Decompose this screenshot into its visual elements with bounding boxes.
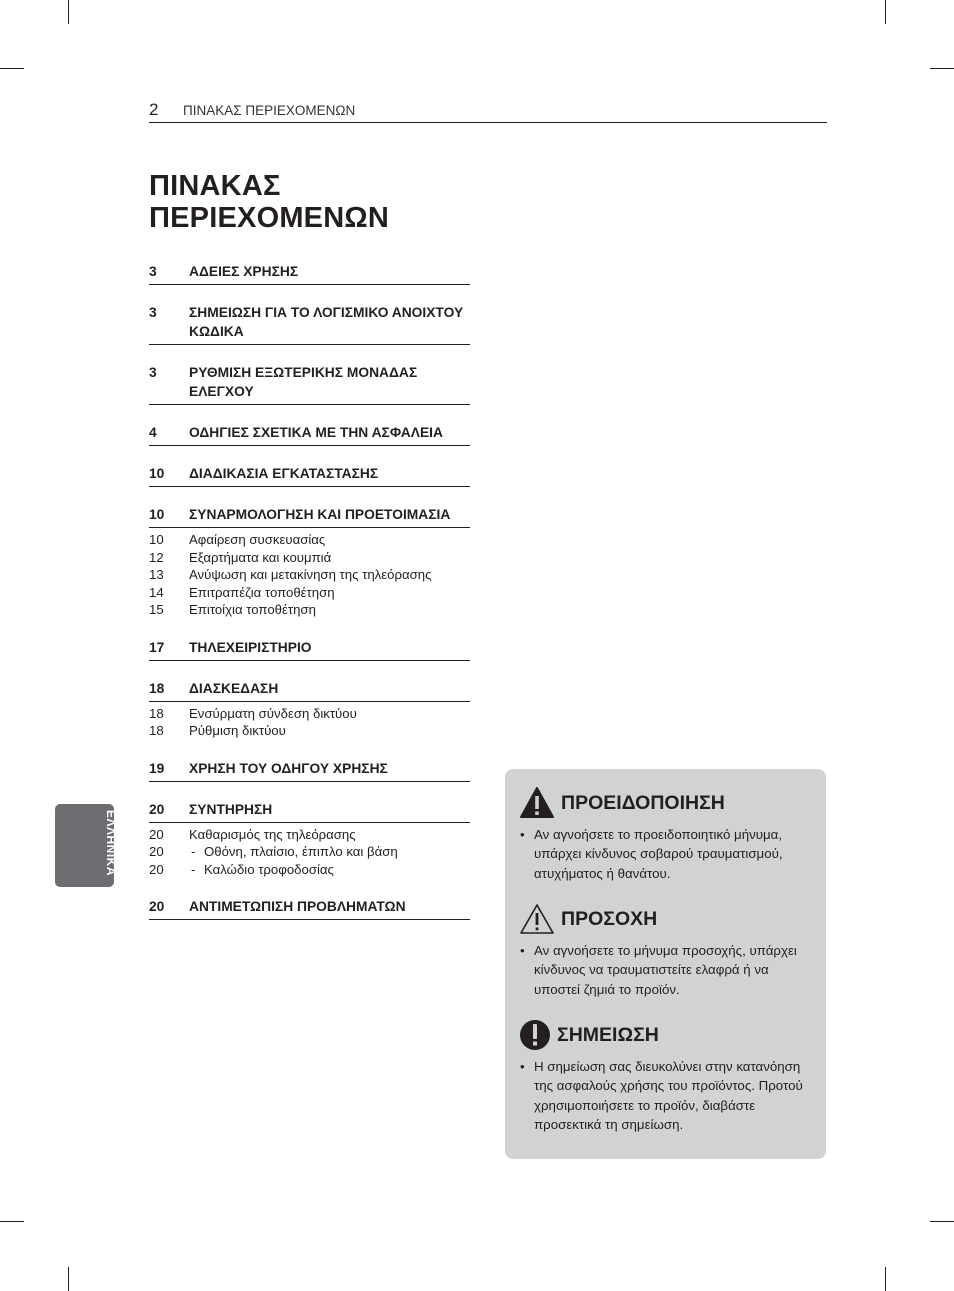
- toc-section-title: ΣΗΜΕΙΩΣΗ ΓΙΑ ΤΟ ΛΟΓΙΣΜΙΚΟ ΑΝΟΙΧΤΟΥ ΚΩΔΙΚΑ: [189, 305, 464, 339]
- toc-subsection-title: Εξαρτήματα και κουμπιά: [189, 549, 332, 565]
- toc-subsection: [149, 705, 470, 723]
- toc-section: [149, 262, 470, 285]
- toc-section-page: 3: [149, 264, 157, 279]
- toc-section-page: 3: [149, 365, 157, 380]
- toc-subsection: [149, 566, 470, 584]
- running-header: [149, 100, 827, 123]
- crop-mark: [0, 68, 24, 69]
- toc-section-page: 3: [149, 305, 157, 320]
- toc-subsection-title: Καλώδιο τροφοδοσίας: [204, 861, 334, 877]
- toc-subsection-page: 13: [149, 567, 164, 582]
- toc-section-page: 20: [149, 899, 165, 914]
- page-title: [149, 170, 389, 234]
- toc-section: [149, 638, 470, 661]
- toc-subsection-page: 20: [149, 844, 164, 859]
- toc-subsection-title: Οθόνη, πλαίσιο, έπιπλο και βάση: [204, 844, 398, 859]
- toc-subsection-title: Αφαίρεση συσκευασίας: [189, 532, 326, 547]
- toc-section: [149, 759, 470, 782]
- toc-section: [149, 800, 470, 823]
- bullet: •: [520, 1059, 525, 1074]
- toc-subsection-title: Ρύθμιση δικτύου: [189, 723, 286, 738]
- toc-subsection-list: [149, 826, 470, 879]
- toc-subsection-title: Επιτραπέζια τοποθέτηση: [189, 584, 335, 600]
- toc-section: [149, 679, 470, 702]
- notice-box: [505, 769, 826, 1159]
- crop-mark: [885, 1267, 886, 1291]
- toc-section-page: 10: [149, 507, 165, 522]
- toc-subsection: [149, 826, 470, 844]
- toc-section-page: 17: [149, 639, 165, 655]
- toc-subsection-title: Ανύψωση και μετακίνηση της τηλεόρασης: [189, 567, 432, 582]
- toc-subsection-page: 18: [149, 723, 164, 738]
- language-tab: [55, 804, 118, 887]
- warning-title: ΠΡΟΕΙΔΟΠΟΙΗΣΗ: [561, 791, 725, 814]
- toc-section: [149, 363, 470, 405]
- toc-subsection: [149, 549, 470, 567]
- caution-outline-icon: [519, 902, 555, 936]
- toc-section: [149, 423, 470, 446]
- toc-subsection: [149, 584, 470, 602]
- toc-section: [149, 303, 470, 345]
- toc-subsection: [149, 861, 470, 879]
- toc-section: [149, 897, 470, 920]
- toc-subsection-list: [149, 531, 470, 619]
- toc-subsection-list: [149, 705, 470, 740]
- crop-mark: [930, 1221, 954, 1222]
- toc-subsection: [149, 722, 470, 740]
- warning-filled-icon: [519, 786, 555, 820]
- toc-section-page: 20: [149, 801, 165, 817]
- toc-section-title: ΑΝΤΙΜΕΤΩΠΙΣΗ ΠΡΟΒΛΗΜΑΤΩΝ: [189, 899, 406, 914]
- page-title-line: ΠΙΝΑΚΑΣ: [149, 170, 281, 202]
- crop-mark: [930, 68, 954, 69]
- caution-text: Αν αγνοήσετε το μήνυμα προσοχής, υπάρχει κίνδυνος να τραυματιστείτε ελαφρά ή να υποστεί ζημιά το προϊόν.: [534, 943, 797, 997]
- note-section: [519, 1017, 819, 1134]
- caution-section: [519, 901, 819, 999]
- toc-subsection-page: 10: [149, 532, 164, 547]
- toc-section-page: 18: [149, 680, 165, 696]
- toc-subsection-page: 20: [149, 861, 164, 877]
- warning-section: [519, 785, 819, 883]
- toc-subsection: [149, 843, 470, 861]
- toc-subsection-page: 18: [149, 705, 164, 721]
- caution-title: ΠΡΟΣΟΧΗ: [561, 907, 658, 930]
- toc-section-title: ΑΔΕΙΕΣ ΧΡΗΣΗΣ: [189, 264, 299, 279]
- bullet: •: [520, 827, 525, 842]
- toc-section-title: ΣΥΝΑΡΜΟΛΟΓΗΣΗ ΚΑΙ ΠΡΟΕΤΟΙΜΑΣΙΑ: [189, 507, 451, 522]
- toc-section-title: ΤΗΛΕΧΕΙΡΙΣΤΗΡΙΟ: [189, 639, 312, 655]
- header-title: ΠΙΝΑΚΑΣ ΠΕΡΙΕΧΟΜΕΝΩΝ: [183, 103, 356, 118]
- toc-section-title: ΔΙΑΣΚΕΔΑΣΗ: [189, 680, 279, 696]
- toc-section-page: 4: [149, 425, 157, 440]
- warning-text: Αν αγνοήσετε το προειδοποιητικό μήνυμα, υπάρχει κίνδυνος σοβαρού τραυματισμού, ατυχήματος ή θανάτου.: [534, 827, 783, 881]
- toc-subsection: [149, 601, 470, 619]
- toc-subsection-dash: -: [191, 861, 196, 877]
- toc-section-page: 19: [149, 760, 165, 776]
- toc-subsection-title: Επιτοίχια τοποθέτηση: [189, 602, 316, 617]
- crop-mark: [0, 1221, 24, 1222]
- toc-section: [149, 505, 470, 528]
- toc-subsection-title: Ενσύρματη σύνδεση δικτύου: [189, 705, 357, 721]
- crop-mark: [68, 1267, 69, 1291]
- crop-mark: [68, 0, 69, 24]
- table-of-contents: [149, 262, 470, 938]
- note-exclamation-icon: [519, 1018, 551, 1052]
- toc-subsection-page: 20: [149, 826, 164, 842]
- toc-section-title: ΡΥΘΜΙΣΗ ΕΞΩΤΕΡΙΚΗΣ ΜΟΝΑΔΑΣ ΕΛΕΓΧΟΥ: [189, 365, 418, 399]
- toc-section-title: ΟΔΗΓΙΕΣ ΣΧΕΤΙΚΑ ΜΕ ΤΗΝ ΑΣΦΑΛΕΙΑ: [189, 425, 443, 440]
- toc-section-title: ΔΙΑΔΙΚΑΣΙΑ ΕΓΚΑΤΑΣΤΑΣΗΣ: [189, 466, 379, 481]
- toc-subsection-page: 15: [149, 602, 164, 617]
- language-tab-label: ΕΛΛΗΝΙΚΑ: [104, 810, 118, 877]
- toc-section-title: ΧΡΗΣΗ ΤΟΥ ΟΔΗΓΟΥ ΧΡΗΣΗΣ: [189, 760, 388, 776]
- toc-section-title: ΣΥΝΤΗΡΗΣΗ: [189, 801, 273, 817]
- note-text: Η σημείωση σας διευκολύνει στην κατανόηση της ασφαλούς χρήσης του προϊόντος. Προτού χρησιμοποιήσετε το προϊόν, διαβάστε προσεκτικά τη σημείωση.: [534, 1059, 803, 1132]
- page-title-line: ΠΕΡΙΕΧΟΜΕΝΩΝ: [149, 202, 389, 234]
- note-title: ΣΗΜΕΙΩΣΗ: [557, 1023, 659, 1046]
- toc-subsection-title: Καθαρισμός της τηλεόρασης: [189, 826, 356, 842]
- toc-subsection-dash: -: [191, 844, 196, 859]
- bullet: •: [520, 943, 525, 958]
- toc-section-page: 10: [149, 466, 165, 481]
- toc-section: [149, 464, 470, 487]
- toc-subsection-page: 14: [149, 584, 164, 600]
- toc-subsection: [149, 531, 470, 549]
- crop-mark: [885, 0, 886, 24]
- page-number: 2: [149, 100, 159, 119]
- toc-subsection-page: 12: [149, 549, 164, 565]
